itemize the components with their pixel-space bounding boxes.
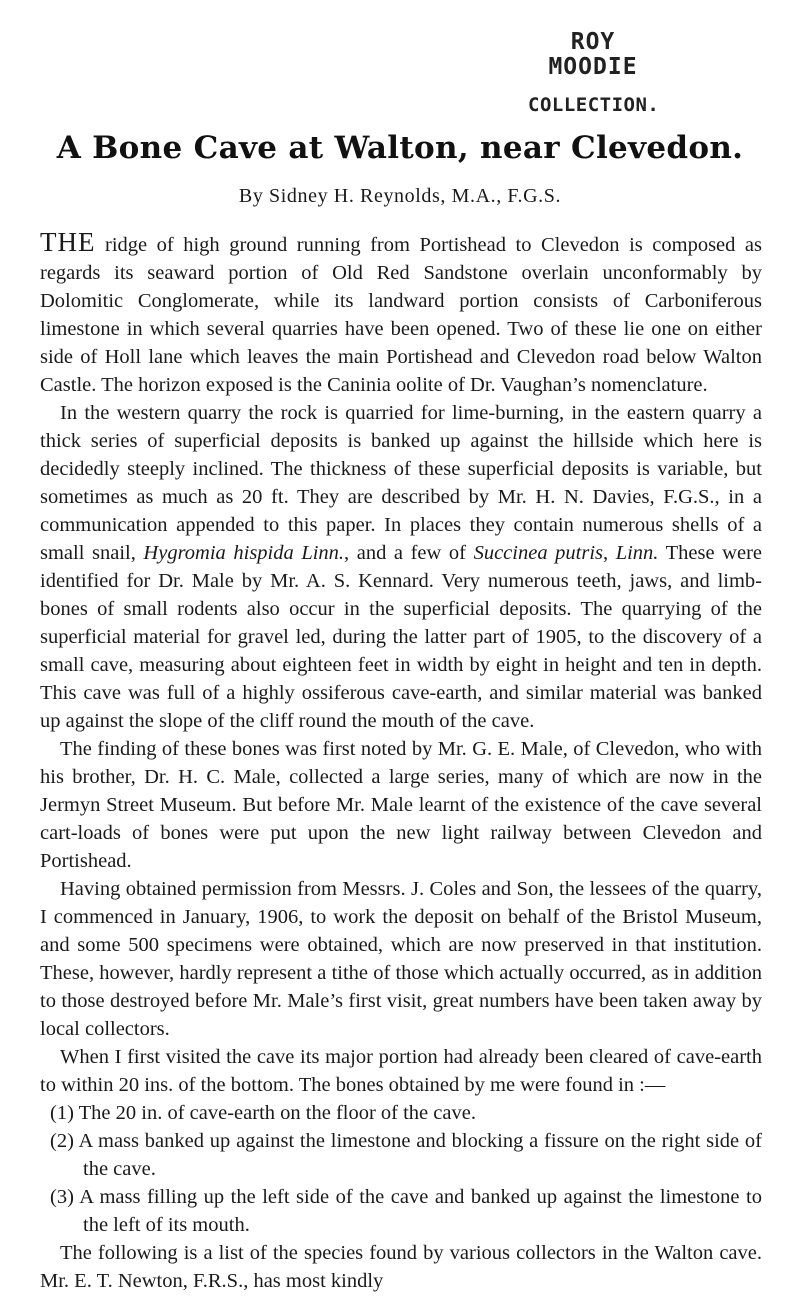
- paragraph-intro-text: ridge of high ground running from Portishead to Clevedon is composed as regards its seaward portion of Old Red Sandstone overlain unconformably by Dolomitic Conglomerate, while its landward portion consists of Carboniferous limestone in which several quarries have been opened. Two of these lie one on either side of Holl lane which leaves the main Portishead and Clevedon road below Walton Castle. The horizon exposed is the Caninia oolite of Dr. Vaughan’s nomenclature.: [40, 234, 762, 396]
- list-item-3: (3) A mass filling up the left side of the cave and banked up against the limestone to the left of its mouth.: [50, 1186, 762, 1236]
- paragraph-quarries: [40, 399, 762, 735]
- article-body: [40, 228, 762, 1295]
- paragraph-intro: [40, 228, 762, 399]
- paragraph-permission: Having obtained permission from Messrs. J. Coles and Son, the lessees of the quarry, I commenced in January, 1906, to work the deposit on behalf of the Bristol Museum, and some 500 specimens were obtained, which are now preserved in that institution. These, however, hardly represent a tithe of those which actually occurred, as in addition to those destroyed before Mr. Male’s first visit, great numbers have been taken away by local collectors.: [40, 878, 762, 1040]
- stamp-line-collection: COLLECTION.: [528, 93, 660, 116]
- paragraph-species-list: The following is a list of the species found by various collectors in the Walton cave. Mr. E. T. Newton, F.R.S., has most kindly: [40, 1242, 762, 1292]
- species-hygromia: Hygromia hispida Linn.: [143, 542, 345, 564]
- paragraph-quarries-text-b: , and a few of: [344, 542, 474, 564]
- stamp-line-name: ROY MOODIE: [548, 29, 638, 81]
- article-byline: By Sidney H. Reynolds, M.A., F.G.S.: [238, 185, 562, 207]
- paragraph-quarries-text-d: These were identified for Dr. Male by Mr. A. S. Kennard. Very numerous teeth, jaws, and limb-bones of small rodents also occur in the superficial deposits. The quarrying of the superficial material for gravel led, during the latter part of 1905, to the discovery of a small cave, measuring about eighteen feet in width by eight in height and ten in depth. This cave was full of a highly ossiferous cave-earth, and similar material was banked up against the slope of the cliff round the mouth of the cave.: [40, 542, 762, 732]
- list-item-1: (1) The 20 in. of cave-earth on the floor of the cave.: [50, 1102, 476, 1124]
- paragraph-visit: When I first visited the cave its major portion had already been cleared of cave-earth to within 20 ins. of the bottom. The bones obtained by me were found in :—: [40, 1046, 762, 1096]
- collection-stamp: [528, 30, 658, 115]
- list-item-2: (2) A mass banked up against the limestone and blocking a fissure on the right side of the cave.: [50, 1130, 762, 1180]
- paragraph-quarries-text-a: In the western quarry the rock is quarried for lime-burning, in the eastern quarry a thick series of superficial deposits is banked up against the hillside which here is decidedly steeply inclined. The thickness of these superficial deposits is variable, but sometimes as much as 20 ft. They are described by Mr. H. N. Davies, F.G.S., in a communication appended to this paper. In places they contain numerous shells of a small snail,: [40, 402, 762, 564]
- paragraph-quarries-text-c: ,: [603, 542, 616, 564]
- dropcap-word: THE: [40, 227, 96, 257]
- species-succinea: Succinea putris: [473, 542, 603, 564]
- paragraph-finding: The finding of these bones was first noted by Mr. G. E. Male, of Clevedon, who with his brother, Dr. H. C. Male, collected a large series, many of which are now in the Jermyn Street Museum. But before Mr. Male learnt of the existence of the cave several cart-loads of bones were put upon the new light railway between Clevedon and Portishead.: [40, 738, 762, 872]
- species-authority: Linn.: [615, 542, 659, 564]
- article-title: A Bone Cave at Walton, near Clevedon.: [56, 130, 744, 166]
